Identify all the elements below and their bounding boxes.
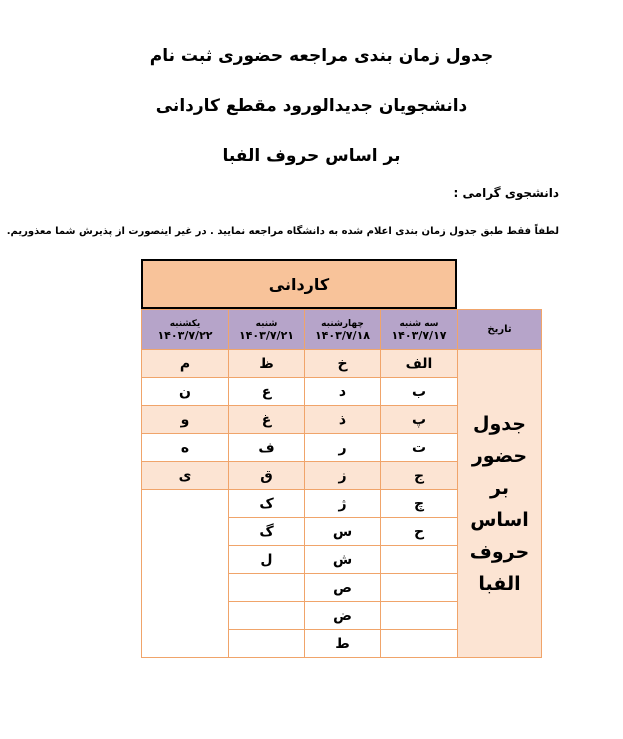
letter-cell: خ bbox=[305, 350, 381, 378]
table-header-row bbox=[142, 310, 542, 350]
letter-cell: ظ bbox=[229, 350, 305, 378]
letter-cell: ک bbox=[229, 490, 305, 518]
side-note-text: جدول حضور بر اساس حروف الفبا bbox=[469, 412, 530, 595]
day-date: ۱۴۰۳/۷/۱۷ bbox=[391, 328, 447, 342]
table-row bbox=[142, 350, 542, 378]
day-name: چهارشنبه bbox=[321, 318, 364, 329]
letter-cell: ت bbox=[381, 434, 458, 462]
day-name: یکشنبه bbox=[169, 318, 201, 329]
letter-cell: ع bbox=[229, 378, 305, 406]
letter-cell: ق bbox=[229, 462, 305, 490]
letter-cell: ز bbox=[305, 462, 381, 490]
letter-cell: گ bbox=[229, 518, 305, 546]
section-title: کاردانی bbox=[268, 274, 330, 294]
letter-cell bbox=[229, 630, 305, 658]
letter-cell: م bbox=[142, 350, 229, 378]
letter-cell: ف bbox=[229, 434, 305, 462]
letter-cell bbox=[229, 602, 305, 630]
letter-cell: پ bbox=[381, 406, 458, 434]
letter-cell: ط bbox=[305, 630, 381, 658]
letter-cell bbox=[381, 574, 458, 602]
letter-cell: و bbox=[142, 406, 229, 434]
day-header bbox=[229, 310, 305, 350]
day-header bbox=[381, 310, 458, 350]
letter-cell: س bbox=[305, 518, 381, 546]
page-title-line-2: دانشجویان جدیدالورود مقطع کاردانی bbox=[155, 96, 468, 116]
letter-cell: ر bbox=[305, 434, 381, 462]
letter-cell: ژ bbox=[305, 490, 381, 518]
letter-cell: ذ bbox=[305, 406, 381, 434]
letter-cell: ل bbox=[229, 546, 305, 574]
day-name: سه شنبه bbox=[399, 318, 439, 329]
side-note bbox=[458, 350, 542, 658]
letter-cell bbox=[381, 602, 458, 630]
letter-cell: ش bbox=[305, 546, 381, 574]
day-date: ۱۴۰۳/۷/۱۸ bbox=[314, 328, 371, 342]
letter-cell: ی bbox=[142, 462, 229, 490]
letter-cell: د bbox=[305, 378, 381, 406]
letter-cell: ب bbox=[381, 378, 458, 406]
letter-cell: ج bbox=[381, 462, 458, 490]
letter-cell: ن bbox=[142, 378, 229, 406]
letter-cell bbox=[381, 630, 458, 658]
greeting-text: دانشجوی گرامی : bbox=[453, 186, 559, 200]
letter-cell: ه bbox=[142, 434, 229, 462]
letter-cell: غ bbox=[229, 406, 305, 434]
letter-cell bbox=[381, 546, 458, 574]
date-label-header: تاریخ bbox=[458, 310, 542, 350]
day-name: شنبه bbox=[255, 318, 278, 329]
empty-cell bbox=[142, 490, 229, 658]
day-header bbox=[142, 310, 229, 350]
section-header-associate bbox=[141, 259, 457, 309]
day-date: ۱۴۰۳/۷/۲۱ bbox=[238, 328, 295, 342]
letter-cell bbox=[229, 574, 305, 602]
letter-cell: ض bbox=[305, 602, 381, 630]
day-date: ۱۴۰۳/۷/۲۲ bbox=[157, 328, 213, 342]
letter-cell: ص bbox=[305, 574, 381, 602]
letter-cell: الف bbox=[381, 350, 458, 378]
page-title-line-1: جدول زمان بندی مراجعه حضوری ثبت نام bbox=[149, 46, 494, 66]
letter-cell: چ bbox=[381, 490, 458, 518]
notice-text: لطفاً فقط طبق جدول زمان بندی اعلام شده به دانشگاه مراجعه نمایید . در غیر اینصورت از پذیرش شما معذوریم. bbox=[6, 226, 559, 237]
day-header bbox=[305, 310, 381, 350]
schedule-table bbox=[141, 309, 542, 658]
page-title-line-3: بر اساس حروف الفبا bbox=[222, 146, 401, 166]
letter-cell: ح bbox=[381, 518, 458, 546]
